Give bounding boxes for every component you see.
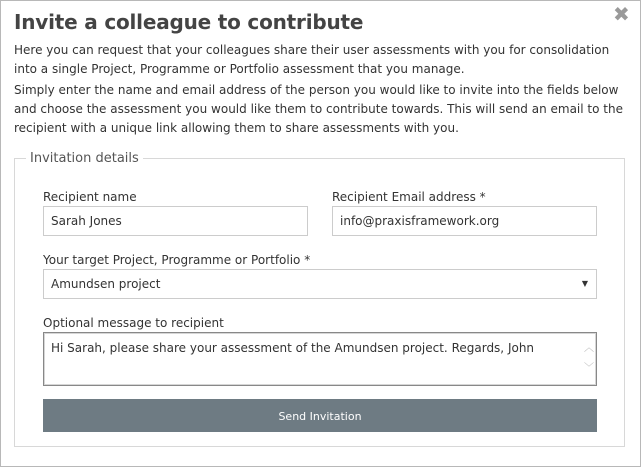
recipient-name-input[interactable]: Sarah Jones bbox=[43, 206, 308, 236]
caret-down-icon: ▼ bbox=[581, 279, 588, 288]
recipient-email-input[interactable]: info@praxisframework.org bbox=[332, 206, 597, 236]
message-label: Optional message to recipient bbox=[43, 316, 224, 330]
target-select-value: Amundsen project bbox=[51, 277, 161, 291]
send-invitation-button[interactable]: Send Invitation bbox=[43, 399, 597, 432]
intro-text: Here you can request that your colleagues share their user assessments with you for consolidation into a single Project, Programme or Portfolio assessment that you manage. bbox=[14, 43, 610, 76]
target-select-label: Your target Project, Programme or Portfolio * bbox=[43, 253, 311, 267]
recipient-name-label: Recipient name bbox=[43, 190, 137, 204]
chevron-down-icon[interactable]: ﹀ bbox=[584, 363, 594, 374]
target-select[interactable] bbox=[43, 269, 597, 299]
dialog-title: Invite a colleague to contribute bbox=[14, 10, 364, 34]
message-textarea[interactable] bbox=[43, 332, 597, 386]
message-text: Hi Sarah, please share your assessment of the Amundsen project. Regards, John bbox=[51, 341, 535, 355]
chevron-up-icon[interactable]: ︿ bbox=[584, 343, 594, 354]
recipient-email-label: Recipient Email address * bbox=[332, 190, 486, 204]
instructions-text: Simply enter the name and email address of the person you would like to invite into the fields below and choose the assessment you would like them to contribute towards. This will send an email to the recipient with a unique link allowing them to share assessments with you. bbox=[14, 83, 623, 135]
close-icon[interactable]: ✖ bbox=[613, 2, 630, 26]
invitation-details-legend: Invitation details bbox=[30, 151, 139, 166]
